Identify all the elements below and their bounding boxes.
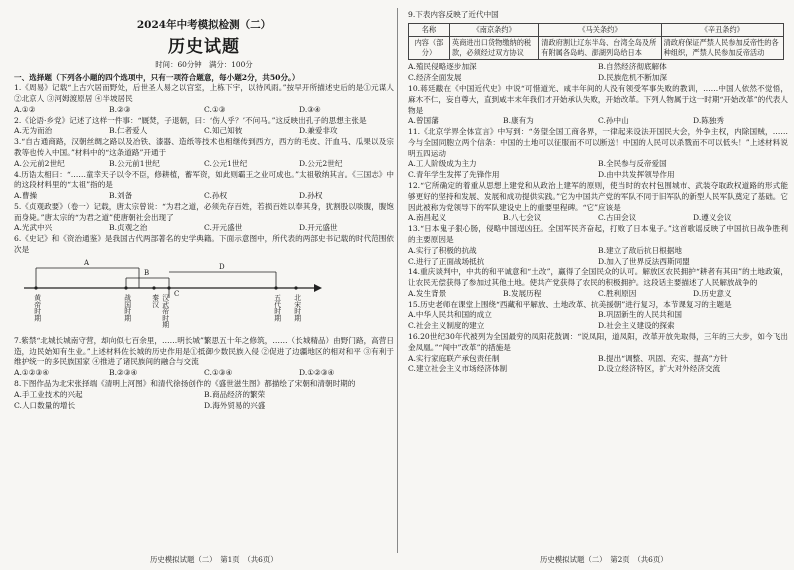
answer-option: B.康有为 [503, 116, 534, 126]
question [408, 267, 788, 299]
answer-option: B.公元前1世纪 [109, 158, 160, 168]
question-stem: 4.历诰太相曰：“……童幸天子以令不臣，修耕植，蓄军资，如此则霸王之业可成也。”太祖敬纳其言。《三国志》中的这段材料里的“太祖”指的是 [14, 169, 394, 190]
answer-option: D.①②③④ [299, 368, 335, 378]
question-stem: 14.重庆谈判中，中共的和平诚意和“土改”，赢得了全国民众的认可。解放区农民拥护“耕者有其田”的土地政策，让农民无偿获得了参加过其他土地。使共产党获得了农民的积极拥护。这段话主要描述了人民解放战争的 [408, 267, 788, 288]
answer-option: C.孙中山 [598, 116, 629, 126]
answer-option: D.由中共发挥领导作用 [598, 170, 675, 180]
answer-option: D.海外贸易的兴盛 [204, 400, 266, 410]
question [14, 234, 394, 256]
timeline-letter-b: B [144, 268, 150, 277]
answer-option: D.加入了世界反法西斯同盟 [598, 256, 690, 266]
answer-option: B.②③ [109, 104, 131, 114]
answer-options [14, 159, 394, 170]
footer-left: 历史模拟试题（二） 第1页 （共6页） [150, 555, 278, 564]
answer-option: C.人口数量的增长 [14, 400, 76, 410]
answer-option: D.遵义会议 [693, 213, 732, 223]
answer-option: B.②③④ [109, 368, 138, 378]
treaty-table [408, 23, 784, 61]
question [14, 116, 394, 138]
answer-options [408, 289, 788, 300]
answer-option: A.无为而治 [14, 126, 53, 136]
answer-option: A.曹操 [14, 191, 38, 201]
left-column [14, 10, 394, 411]
treaty-table-row [409, 37, 784, 60]
treaty-header-cell: 《辛丑条约》 [661, 23, 783, 36]
question-stem: 7.紫禁“北城长城南守营，却向似七百余里，……明长城”繁思五十年之修筑，……（长城精品）由野门路，高营日造，边民始知有生业。”上述材料佐长城的历史作用是①抵御少数民族入侵 ②促进了边疆地区的相对和平 ③有利于维护统一的多民族国家 ④推进了诸民族间的融合与交流 [14, 335, 394, 367]
question-stem: 10.蒋廷黻在《中国近代史》中说“可惜道光、咸丰年间的人没有领受军事失败的教训，……中国人依然不觉悟，麻木不仁，妄自尊大，直到咸丰末年我们才开始承认失败，开始改革。下列人物属于这一时期“开始改革”的代表人物是 [408, 84, 788, 115]
answer-option: B.仁者爱人 [109, 126, 148, 136]
answer-options [14, 368, 394, 379]
question-list-left-a [14, 83, 394, 256]
timeline-label-wudi: 汉武帝时期 [160, 293, 169, 328]
answer-option: D.③④ [299, 104, 321, 114]
answer-option: A.手工业技术的兴起 [14, 389, 83, 399]
tick-qinhan [152, 286, 155, 289]
answer-option: B.自然经济彻底解体 [598, 62, 667, 72]
tick-wudi [167, 286, 170, 289]
answer-option: C.开元盛世 [204, 223, 243, 233]
answer-option: C.青年学生发挥了先锋作用 [408, 170, 500, 180]
question [14, 83, 394, 115]
question [408, 224, 788, 267]
answer-option: C.建立社会主义市场经济体制 [408, 364, 508, 374]
treaty-header-cell: 《马关条约》 [539, 23, 661, 36]
answer-options [408, 354, 788, 376]
answer-option: D.社会主义建设的探索 [598, 321, 675, 331]
question-list-left-b [14, 336, 394, 411]
question-stem: 6.《史记》和《资治通鉴》是我国古代两部著名的史学典籍。下面示意图中，所代表的两部史书记载的时代范围依次是 [14, 234, 394, 255]
answer-option: A.中华人民共和国的成立 [408, 310, 492, 320]
question-stem: 12.“它所确定的着重从思想上建党和从政治上建军的原则，使当时的农村包围城市、武装夺取政权道路的形式能够更好的坚持和发展、发展和成功提供实践。”它为中国共产党的军队不同于旧军队的新型人民军队奠定了基础。它因此被称为党领导下的军队建设史上的重要里程碑。“它”应该是 [408, 181, 788, 212]
answer-option: D.陈独秀 [693, 116, 725, 126]
answer-option: C.知己知彼 [204, 126, 243, 136]
answer-option: B.发展历程 [503, 288, 542, 298]
answer-option: A.曾国藩 [408, 116, 439, 126]
question-list-right [408, 62, 788, 375]
tick-huangdi [34, 286, 37, 289]
question [14, 202, 394, 234]
timeline-label-wudai: 五代时期 [272, 293, 281, 322]
answer-options [14, 390, 394, 412]
answer-option: C.经济全面发展 [408, 73, 462, 83]
answer-option: C.公元1世纪 [204, 158, 248, 168]
question-list-right-a [408, 10, 788, 21]
answer-option: A.南昌起义 [408, 213, 447, 223]
answer-option: C.古田会议 [598, 213, 637, 223]
question-stem: 2.《论语·乡党》记述了这样一件事：“厩焚，子退朝，曰：‘伤人乎？’不问马。”这反映出孔子的思想主张是 [14, 115, 367, 125]
answer-options [14, 126, 394, 137]
answer-option: B.全民参与反帝爱国 [598, 159, 667, 169]
answer-option: B.提出“调整、巩固、充实、提高”方针 [598, 353, 728, 363]
answer-option: A.公元前2世纪 [14, 158, 65, 168]
answer-option: A.发生背景 [408, 288, 447, 298]
treaty-header-cell: 《南京条约》 [450, 23, 539, 36]
tick-wudai [274, 286, 277, 289]
question [14, 137, 394, 169]
footer-right: 历史模拟试题（二） 第2页 （共6页） [540, 555, 668, 564]
answer-option: A.①②③④ [14, 368, 50, 378]
question-stem: 11.《北京学界全体宣言》中写到：“务望全国工商各界，一律起来设法开国民大会，外争主权，内除国贼，……今与全国同胞立两个信条：中国的土地可以征服而不可以断送！中国的人民可以杀戮而不可以低头！”上述材料说明五四运动 [408, 127, 788, 158]
answer-option: A.实行了积极的抗战 [408, 245, 477, 255]
exam-meta: 时间：60分钟 满分：100分 [155, 60, 253, 70]
answer-option: C.①③ [204, 104, 226, 114]
exam-subject: 历史试题 [168, 36, 240, 57]
column-divider [397, 8, 398, 553]
question [408, 127, 788, 181]
timeline-label-qinhan: 秦汉 [150, 293, 159, 308]
answer-option: A.殖民侵略逐步加深 [408, 62, 477, 72]
question-stem: 13.“日本鬼子狠心肠，侵略中国逞凶狂。全国军民齐奋起，打败了日本鬼子。”这首歌谣反映了中国抗日战争胜利的主要原因是 [408, 224, 788, 244]
timeline-svg [14, 258, 384, 334]
question-stem: 15.历史老师在课堂上围绕“西藏和平解放、土地改革、抗美援朝”进行复习，本节课复习的主题是 [408, 299, 732, 309]
treaty-row-label: 内容（部分） [409, 37, 450, 60]
answer-options [408, 246, 788, 268]
answer-option: B.八七会议 [503, 213, 542, 223]
timeline-label-zhanguo: 战国时期 [122, 293, 131, 322]
answer-option: D.公元2世纪 [299, 158, 343, 168]
answer-options [408, 116, 788, 127]
answer-option: C.孙权 [204, 191, 228, 201]
question [408, 181, 788, 224]
answer-options [408, 62, 788, 84]
question [408, 62, 788, 84]
timeline-diagram [14, 258, 384, 334]
answer-option: B.刘备 [109, 191, 133, 201]
question [408, 10, 788, 21]
answer-option: C.①③④ [204, 368, 233, 378]
question [14, 170, 394, 202]
treaty-cell: 英商进出口货物缴纳的税款，必须经过双方协议 [450, 37, 539, 60]
answer-option: C.社会主义制度的建立 [408, 321, 485, 331]
question-stem: 8.下图作品为北宋张择端《清明上河图》和清代徐扬创作的《盛世滋生图》都描绘了宋朝和清朝时期的 [14, 378, 356, 388]
answer-option: A.①② [14, 104, 36, 114]
answer-option: C.进行了正面战场抵抗 [408, 256, 485, 266]
timeline-letter-a: A [84, 258, 90, 267]
answer-options [408, 213, 788, 224]
question-stem: 3.“自古通商路，汉朝丝绸之路以及冶铁、漆器、造纸等技术也相继传到西方，西方的毛皮、汗血马、瓜果以及宗教等也传入中国。”材料中的“这条道路”开通于 [14, 137, 394, 158]
question-stem: 5.《贞观政要》（卷一）记载，唐太宗曾说：“为君之道，必须先存百姓，若损百姓以奉其身，犹割股以啖腹，腹饱而身毙。”唐太宗的“为君之道”使唐朝社会出现了 [14, 201, 394, 222]
answer-option: A.工人阶级成为主力 [408, 159, 477, 169]
timeline-letter-d: D [219, 262, 225, 271]
answer-option: D.设立经济特区，扩大对外经济交流 [598, 364, 721, 374]
exam-title: 2024年中考模拟检测（二） [136, 19, 272, 31]
question [408, 332, 788, 375]
answer-option: A.光武中兴 [14, 223, 53, 233]
answer-options [14, 191, 394, 202]
question-stem: 16.20世纪30年代被列为全国最穷的凤阳花鼓调：“说凤阳，道凤阳，改革开放先取得，三年的三大步，如今飞出金凤凰。”“闯中”改革”的措施是 [408, 331, 788, 352]
answer-option: C.胜利原因 [598, 288, 637, 298]
answer-option: D.开元盛世 [299, 223, 338, 233]
question-stem: 9.下表内容反映了近代中国 [408, 10, 499, 19]
answer-option: B.巩固新生的人民共和国 [598, 310, 682, 320]
answer-options [14, 105, 394, 116]
question [408, 84, 788, 127]
treaty-table-header [409, 23, 784, 36]
right-column [408, 10, 788, 375]
answer-options [408, 159, 788, 181]
tick-beisong [294, 286, 297, 289]
treaty-cell: 清政府割让辽东半岛、台湾全岛及所有附属各岛屿、澎湖列岛给日本 [539, 37, 661, 60]
treaty-cell: 清政府保证严禁人民参加反帝性的各种组织，严禁人民参加反帝活动 [661, 37, 783, 60]
question-stem: 1.《周易》记载“上古穴居而野处，后世圣人易之以宫室，上栋下宇，以待风雨。”按早开所描述史后的是①元谋人 ②北京人 ③河姆渡原居 ④半坡居民 [14, 83, 394, 104]
answer-option: B.建立了敌后抗日根据地 [598, 245, 682, 255]
answer-option: D.孙权 [299, 191, 323, 201]
answer-options [14, 223, 394, 234]
answer-option: B.贞观之治 [109, 223, 148, 233]
answer-option: B.商品经济的繁荣 [204, 389, 266, 399]
question [14, 336, 394, 379]
question [408, 300, 788, 332]
timeline-letter-c: C [174, 289, 180, 298]
section-title: 一、选择题（下列各小题的四个选项中，只有一项符合题意，每小题2分，共50分。） [14, 72, 300, 82]
answer-option: A.实行家庭联产承包责任制 [408, 353, 500, 363]
timeline-label-beisong: 北宋时期 [292, 293, 301, 322]
answer-option: D.历史意义 [693, 288, 732, 298]
answer-options [408, 310, 788, 332]
answer-option: D.兼爱非攻 [299, 126, 338, 136]
tick-zhanguo [124, 286, 127, 289]
timeline-arrow [314, 284, 322, 292]
timeline-label-huangdi: 黄帝时期 [32, 293, 41, 322]
question [14, 379, 394, 411]
answer-option: D.民族危机不断加深 [598, 73, 667, 83]
treaty-header-cell: 名称 [409, 23, 450, 36]
